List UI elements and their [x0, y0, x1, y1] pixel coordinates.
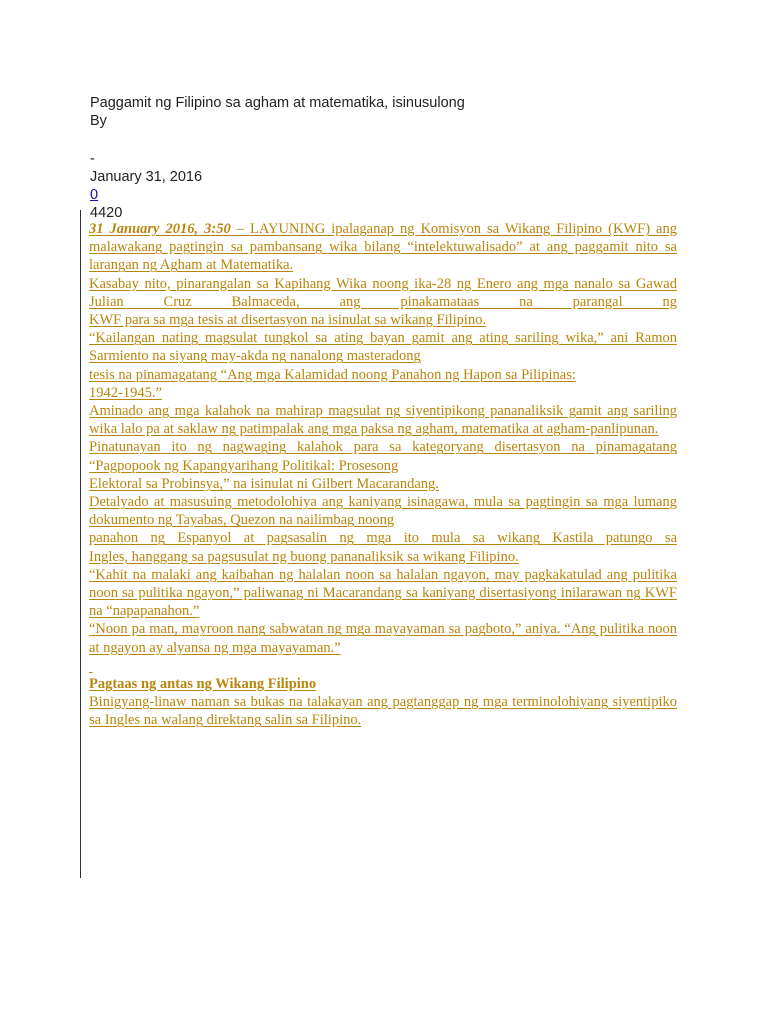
dateline: 31 January 2016, 3:50 [89, 221, 231, 237]
byline-label: By [90, 113, 107, 129]
view-count: 4420 [90, 205, 123, 221]
dateline-dash: – [230, 221, 251, 237]
paragraph-6c: Ingles, hanggang sa pagsusulat ng buong pananaliksik sa wikang Filipino. [89, 548, 519, 565]
section-heading: Pagtaas ng antas ng Wikang Filipino [89, 675, 317, 692]
comment-count-link[interactable]: 0 [90, 187, 99, 203]
paragraph-3c: 1942-1945.” [89, 384, 162, 401]
paragraph-5b: Elektoral sa Probinsya,” na isinulat ni Gilbert Macarandang. [89, 475, 439, 492]
paragraph-4: Aminado ang mga kalahok na mahirap magsulat ng siyentipikong pananaliksik gamit ang sariling wika lalo pa at saklaw ng patimpalak ang mga paksa ng agham, matematika at agham-panlipunan. [89, 403, 677, 438]
article-title: Paggamit ng Filipino sa agham at matematika, isinusulong [90, 95, 465, 111]
paragraph-3b: tesis na pinamagatang “Ang mga Kalamidad noong Panahon ng Hapon sa Pilipinas: [89, 366, 576, 383]
paragraph-6a: Detalyado at masusuing metodolohiya ang kaniyang isinagawa, mula sa pagtingin sa mga lumang dokumento ng Tayabas, Quezon na nailimbag noong [89, 494, 677, 529]
paragraph-1-text: LAYUNING ipalaganap ng Komisyon sa Wikang Filipino (KWF) ang malawakang pagtingin sa pambansang wika bilang “intelektuwalisado” at ang paggamit nito sa larangan ng Agham at Matematika. [89, 221, 677, 274]
left-margin-rule [80, 210, 81, 878]
paragraph-8: “Noon pa man, mayroon nang sabwatan ng mga mayayaman sa pagboto,” aniya. “Ang pulitika noon at ngayon ay alyansa ng mga mayayaman.” [89, 621, 677, 656]
paragraph-6b: panahon ng Espanyol at pagsasalin ng mga ito mula sa wikang Kastila patungo sa [89, 530, 677, 547]
paragraph-spacer [89, 657, 677, 675]
paragraph-7: “Kahit na malaki ang kaibahan ng halalan noon sa halalan ngayon, may pagkakatulad ang pulitika noon sa pulitika ngayon,” paliwanag ni Macarandang sa kaniyang disertasiyong inilarawan ng KWF na “napapanahon.” [89, 566, 677, 620]
paragraph-3a: “Kailangan nating magsulat tungkol sa ating bayan gamit ang ating sariling wika,” ani Ramon Sarmiento na siyang may-akda ng nanalong masteradong [89, 330, 677, 365]
byline-gap [90, 130, 690, 150]
article-header [90, 94, 690, 222]
paragraph-9: Binigyang-linaw naman sa bukas na talakayan ang pagtanggap ng mga terminolohiyang siyentipiko sa Ingles na walang direktang salin sa Filipino. [89, 694, 677, 729]
paragraph-5a: Pinatunayan ito ng nagwaging kalahok para sa kategoryang disertasyon na pinamagatang “Pagpopook ng Kapangyarihang Politikal: Prosesong [89, 439, 677, 474]
article-body [89, 220, 677, 729]
paragraph-2b: KWF para sa mga tesis at disertasyon na isinulat sa wikang Filipino. [89, 312, 487, 329]
paragraph-1 [89, 220, 677, 275]
publish-date: January 31, 2016 [90, 169, 203, 185]
paragraph-2a: Kasabay nito, pinarangalan sa Kapihang Wika noong ika-28 ng Enero ang mga nanalo sa Gawad Julian Cruz Balmaceda, ang pinakamataas na parangal ng [89, 275, 677, 310]
author-dash: - [90, 151, 95, 167]
